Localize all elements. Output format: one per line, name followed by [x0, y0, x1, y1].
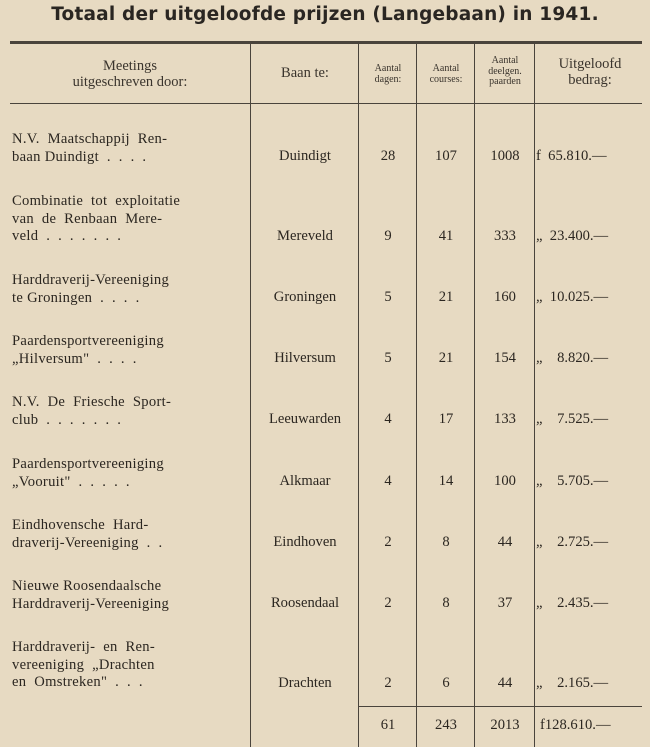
track: Eindhoven	[273, 534, 337, 550]
courses: 8	[442, 595, 450, 611]
organizer: Nieuwe Roosendaalsche Harddraverij-Vereeniging	[12, 578, 170, 612]
header-baan: Baan te:	[281, 65, 329, 81]
track: Alkmaar	[279, 473, 331, 489]
horses: 100	[494, 473, 516, 489]
horses: 44	[497, 534, 513, 550]
amount: „ 23.400.—	[536, 228, 609, 244]
total-courses: 243	[435, 717, 457, 733]
track: Leeuwarden	[268, 411, 342, 427]
track: Roosendaal	[270, 595, 340, 611]
organizer: Combinatie tot exploitatie van de Renbaan Mere- veld . . . . . . .	[12, 193, 181, 244]
organizer: Eindhovensche Hard- draverij-Vereeniging . .	[12, 517, 163, 551]
courses: 41	[438, 228, 454, 244]
courses: 6	[442, 675, 450, 691]
horses: 44	[497, 675, 513, 691]
courses: 21	[438, 350, 454, 366]
days: 2	[384, 534, 392, 550]
header-dagen: Aantal dagen:	[374, 63, 402, 85]
organizer: Paardensportvereeniging „Hilversum" . . . .	[12, 333, 164, 367]
header-courses: Aantal courses:	[429, 63, 463, 85]
organizer: Harddraverij-Vereeniging te Groningen . . . .	[12, 272, 170, 306]
header-bottom-rule	[10, 103, 642, 104]
courses: 8	[442, 534, 450, 550]
days: 5	[384, 350, 392, 366]
amount: „ 2.165.—	[536, 675, 609, 691]
track: Mereveld	[277, 228, 333, 244]
track: Hilversum	[274, 350, 336, 366]
courses: 17	[438, 411, 454, 427]
days: 2	[384, 675, 392, 691]
organizer: N.V. De Friesche Sport- club . . . . . . .	[12, 394, 172, 428]
days: 9	[384, 228, 392, 244]
totals-rule	[358, 706, 642, 707]
horses: 154	[494, 350, 516, 366]
total-days: 61	[380, 717, 396, 733]
horses: 133	[494, 411, 516, 427]
courses: 14	[438, 473, 454, 489]
track: Drachten	[278, 675, 332, 691]
page-title: Totaal der uitgeloofde prijzen (Langebaan) in 1941.	[51, 4, 599, 25]
amount: „ 7.525.—	[536, 411, 609, 427]
organizer: Harddraverij- en Ren- vereeniging „Drachten en Omstreken" . . .	[12, 639, 156, 690]
horses: 37	[497, 595, 513, 611]
organizer: N.V. Maatschappij Ren- baan Duindigt . . . .	[12, 131, 168, 165]
days: 4	[384, 411, 392, 427]
amount: „ 5.705.—	[536, 473, 609, 489]
amount: „ 2.435.—	[536, 595, 609, 611]
days: 28	[380, 148, 396, 164]
amount: „ 10.025.—	[536, 289, 609, 305]
horses: 160	[494, 289, 516, 305]
header-paarden: Aantal deelgen. paarden	[488, 55, 522, 87]
header-meetings: Meetings uitgeschreven door:	[72, 58, 188, 90]
horses: 333	[494, 228, 516, 244]
track: Groningen	[273, 289, 337, 305]
courses: 21	[438, 289, 454, 305]
days: 2	[384, 595, 392, 611]
total-amount: f128.610.—	[540, 717, 611, 733]
total-horses: 2013	[490, 717, 520, 733]
amount: „ 8.820.—	[536, 350, 609, 366]
table-top-rule	[10, 41, 642, 44]
header-bedrag: Uitgeloofd bedrag:	[558, 56, 622, 88]
track: Duindigt	[279, 148, 331, 164]
horses: 1008	[490, 148, 520, 164]
days: 5	[384, 289, 392, 305]
courses: 107	[435, 148, 457, 164]
organizer: Paardensportvereeniging „Vooruit" . . . . .	[12, 456, 164, 490]
days: 4	[384, 473, 392, 489]
amount: f 65.810.—	[536, 148, 607, 164]
amount: „ 2.725.—	[536, 534, 609, 550]
